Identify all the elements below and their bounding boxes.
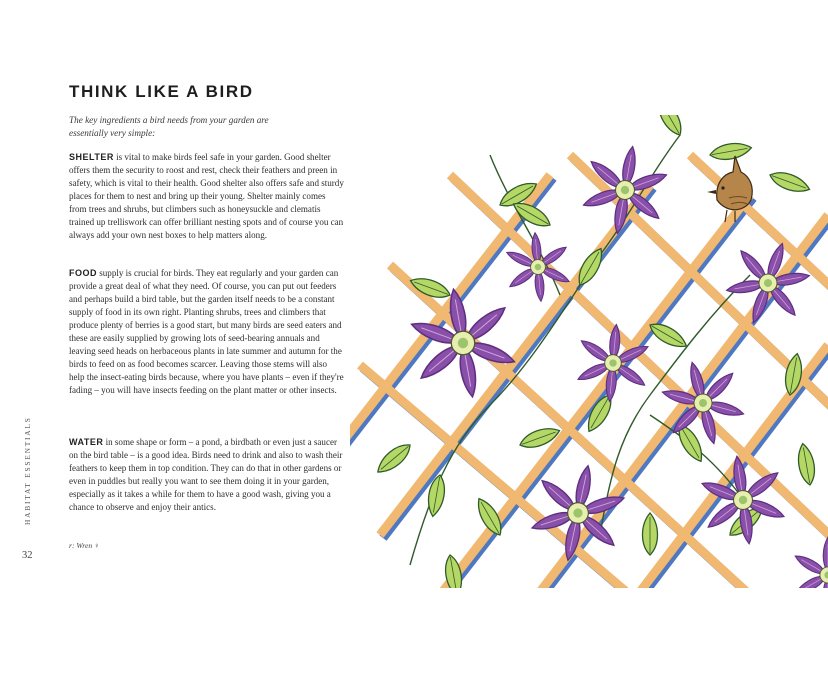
section-lead-shelter: SHELTER	[69, 152, 114, 162]
section-shelter	[69, 151, 344, 242]
clematis-flowers	[404, 139, 828, 588]
section-water	[69, 436, 344, 514]
page-title: THINK LIKE A BIRD	[69, 82, 254, 101]
section-food	[69, 267, 344, 397]
running-head: HABITAT ESSENTIALS	[23, 416, 32, 525]
intro-text: The key ingredients a bird needs from your garden are essentially very simple:	[69, 115, 269, 138]
section-lead-water: WATER	[69, 437, 104, 447]
section-lead-food: FOOD	[69, 268, 97, 278]
section-body-shelter: is vital to make birds feel safe in your garden. Good shelter offers them the security to roost and rest, check their feathers and preen in safety, which is vital to their health. Good shelter also offers safe and sturdy places for them to nest and bring up their young. Shelter mainly comes from trees and shrubs, but climbers such as honeysuckle and clematis trained up trelliswork can offer brilliant nesting spots and of course you can always add your own nest boxes to help matters along.	[69, 152, 344, 241]
page-number: 32	[22, 550, 33, 561]
illustration-caption: r: Wren ♀	[69, 541, 100, 550]
section-body-water: in some shape or form – a pond, a birdbath or even just a saucer on the bird table – is a good idea. Birds need to drink and also to wash their feathers to keep them in top condition. They can do that in other gardens or even in puddles but really you want to see them doing it in your garden, especially as it takes a while for them to have a good wash, giving you a chance to observe and enjoy their antics.	[69, 437, 343, 513]
section-body-food: supply is crucial for birds. They eat regularly and your garden can provide a great deal of what they need. Of course, you can put out feeders and perhaps build a bird table, but the garden itself needs to be a constant supply of food in its own right. Planting shrubs, trees and climbers that produce plenty of berries is a good start, but many birds are seed eaters and these are easily supplied by growing lots of seed-bearing annuals and leaving seed heads on herbaceous plants in late summer and autumn for the birds to feed on as food becomes scarcer. Leaving those stems will also help the insect-eating birds because, where you have plants – even if they're fading – you will have insects feeding on the plant matter or other insects.	[69, 268, 344, 396]
clematis-trellis-illustration	[350, 115, 828, 588]
